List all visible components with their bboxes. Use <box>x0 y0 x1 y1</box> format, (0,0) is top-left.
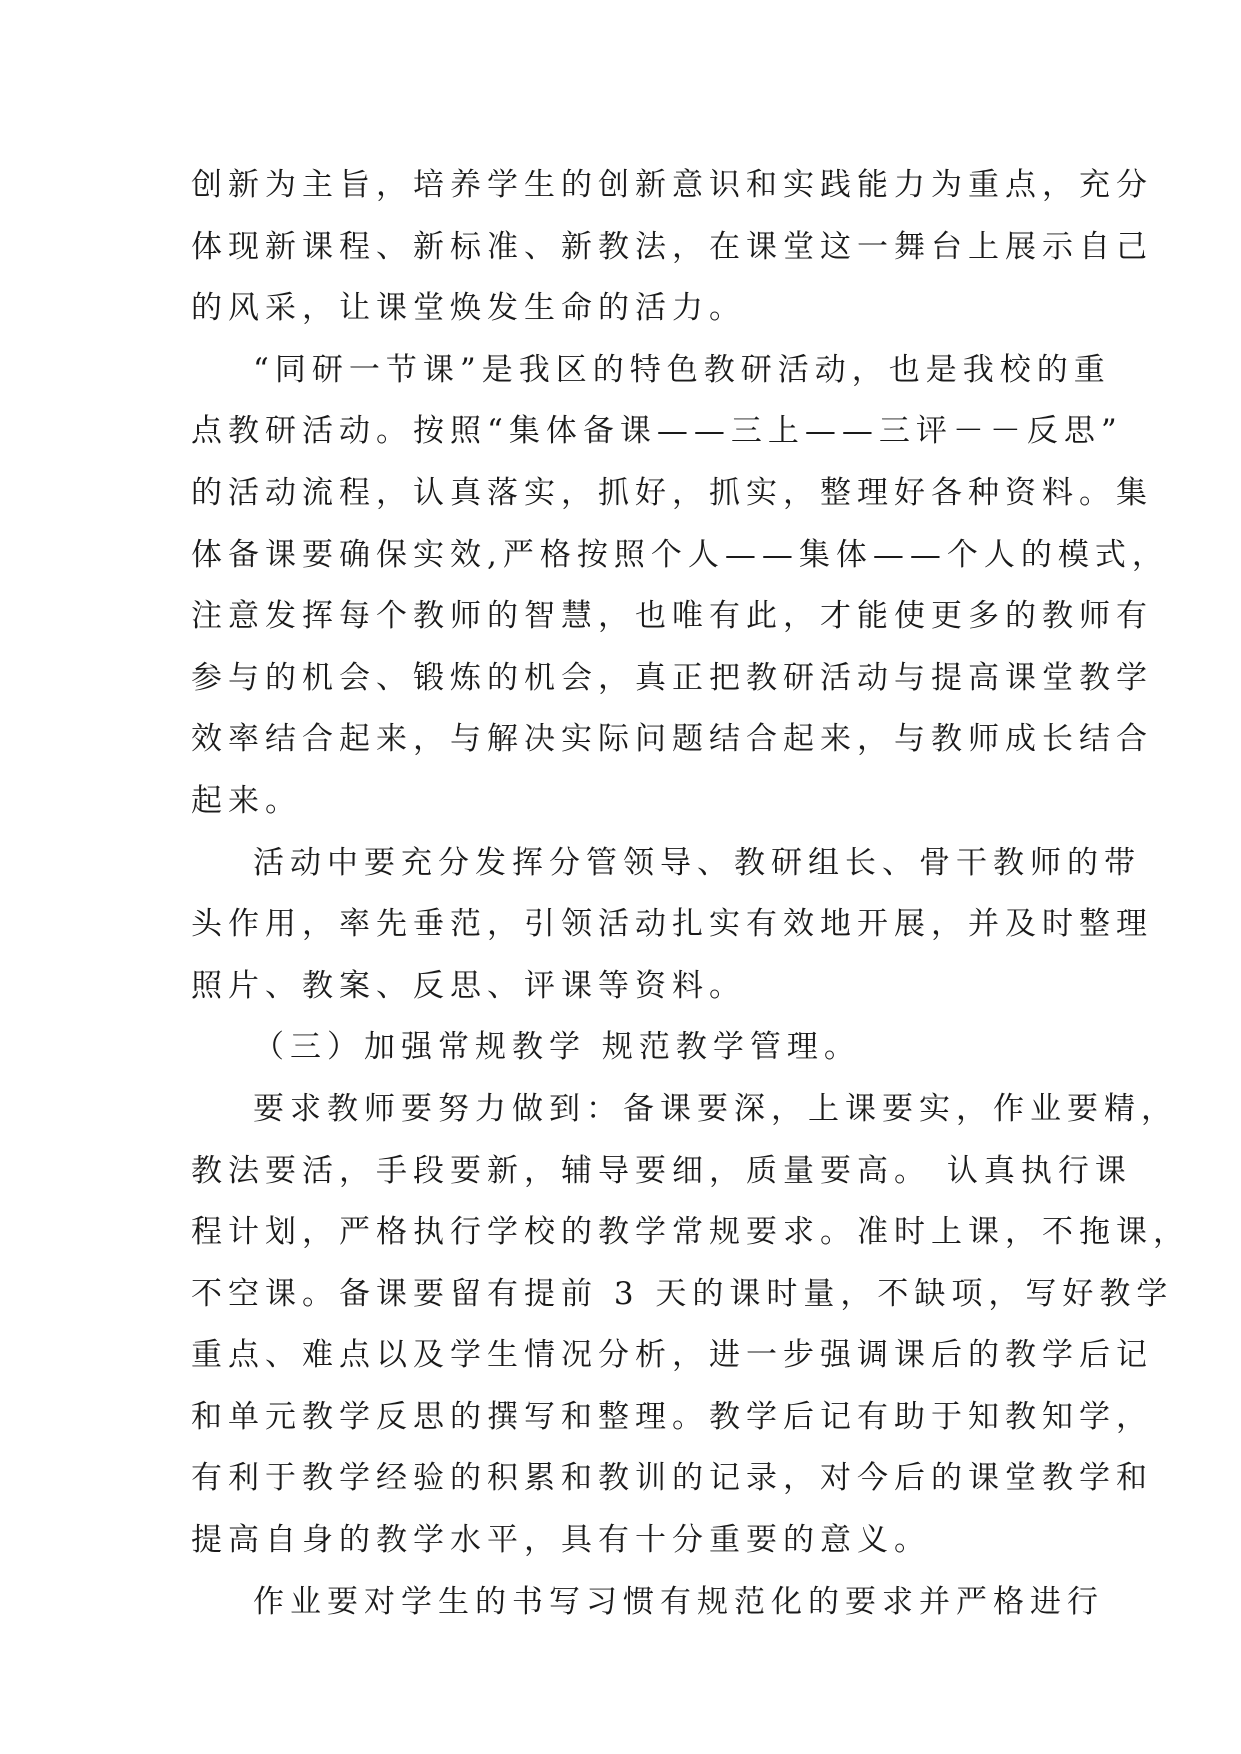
text-line: 创新为主旨，培养学生的创新意识和实践能力为重点，充分 <box>191 167 1153 203</box>
text-line: 有利于教学经验的积累和教训的记录，对今后的课堂教学和 <box>191 1460 1153 1497</box>
text-line: 的风采，让课堂焕发生命的活力。 <box>191 290 746 327</box>
section-heading <box>191 1017 1053 1079</box>
text-line: 要求教师要努力做到：备课要深，上课要实，作业要精， <box>253 1090 1178 1127</box>
text-line: 和单元教学反思的撰写和整理。教学后记有助于知教知学， <box>191 1398 1153 1435</box>
text-line: 头作用，率先垂范，引领活动扎实有效地开展，并及时整理 <box>191 906 1153 943</box>
paragraph-5 <box>191 1079 1190 1572</box>
text-line: 教法要活，手段要新，辅导要细，质量要高。 认真执行课 <box>191 1152 1132 1189</box>
heading-line: （三）加强常规教学 规范教学管理。 <box>253 1029 861 1066</box>
text-line: 起来。 <box>191 782 302 819</box>
text-line: 重点、难点以及学生情况分析，进一步强调课后的教学后记 <box>191 1337 1153 1374</box>
paragraph-2 <box>191 340 1169 833</box>
text-line: 不空课。备课要留有提前 3 天的课时量，不缺项，写好教学 <box>191 1275 1174 1312</box>
text-line: 提高自身的教学水平，具有十分重要的意义。 <box>191 1522 931 1559</box>
paragraph-1 <box>191 155 1153 340</box>
document-page <box>191 155 1190 1633</box>
text-line: 作业要对学生的书写习惯有规范化的要求并严格进行 <box>253 1583 1104 1620</box>
text-line: 活动中要充分发挥分管领导、教研组长、骨干教师的带 <box>253 844 1141 881</box>
paragraph-3 <box>191 833 1153 1018</box>
text-line: 的活动流程，认真落实，抓好，抓实，整理好各种资料。集 <box>191 474 1153 511</box>
text-line: 程计划，严格执行学校的教学常规要求。准时上课，不拖课， <box>191 1214 1190 1251</box>
text-line: 体现新课程、新标准、新教法，在课堂这一舞台上展示自己 <box>191 228 1153 265</box>
text-line: 照片、教案、反思、评课等资料。 <box>191 967 746 1004</box>
text-line: 注意发挥每个教师的智慧，也唯有此，才能使更多的教师有 <box>191 598 1153 635</box>
text-line: 点教研活动。按照“集体备课——三上——三评－－反思” <box>191 413 1123 450</box>
text-line: “同研一节课”是我区的特色教研活动，也是我校的重 <box>253 351 1111 388</box>
text-line: 效率结合起来，与解决实际问题结合起来，与教师成长结合 <box>191 721 1153 758</box>
text-line: 体备课要确保实效,严格按照个人——集体——个人的模式， <box>191 536 1169 573</box>
paragraph-6 <box>191 1572 1104 1634</box>
text-line: 参与的机会、锻炼的机会，真正把教研活动与提高课堂教学 <box>191 659 1153 696</box>
